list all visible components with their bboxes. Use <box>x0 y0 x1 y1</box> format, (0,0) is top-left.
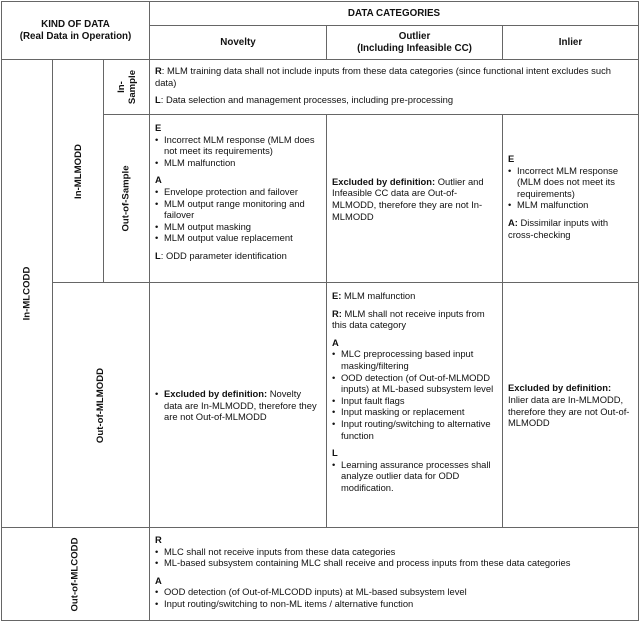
row-out-of-mlcodd <box>1 527 150 621</box>
out-mlcodd-content <box>149 527 639 621</box>
out-mlmodd-novelty-text: Novelty data are In-MLMODD, therefore they are not Out-of-MLMODD <box>164 388 317 423</box>
row-out-of-mlmodd-label: Out-of-MLMODD <box>95 367 107 443</box>
out-mlmodd-outlier-e-text: MLM malfunction <box>341 290 416 301</box>
in-sample-content <box>149 59 639 115</box>
in-sample-l-tag: L <box>155 94 161 106</box>
oos-inlier-e-tag: E <box>508 153 515 164</box>
out-mlcodd-a-tag: A <box>155 574 162 586</box>
novelty-header <box>149 25 327 60</box>
out-mlmodd-inlier-cell <box>502 282 639 528</box>
list-item: • Incorrect MLM response (MLM does not meet its requirements) <box>508 165 633 200</box>
row-in-mlcodd <box>1 59 53 528</box>
row-out-of-sample-label: Out-of-Sample <box>121 165 132 232</box>
list-item: • Input masking or replacement <box>332 406 497 418</box>
list-item: • MLM output range monitoring and failover <box>155 198 321 221</box>
kind-of-data-subtitle: (Real Data in Operation) <box>19 30 132 42</box>
novelty-label: Novelty <box>220 36 256 48</box>
out-mlmodd-novelty-cell <box>149 282 327 528</box>
out-mlmodd-inlier-bold: Excluded by definition: <box>508 382 612 394</box>
list-item: • MLM malfunction <box>155 157 321 169</box>
oos-inlier-cell <box>502 114 639 283</box>
in-sample-r-text: : MLM training data shall not include inputs from these data categories (since functional intent excludes such data) <box>155 65 611 88</box>
data-categories-title: DATA CATEGORIES <box>347 7 441 19</box>
in-sample-l-text: : Data selection and management processes, including pre-processing <box>160 94 454 106</box>
row-in-mlmodd <box>52 59 104 283</box>
out-mlmodd-outlier-e-tag: E: <box>332 290 342 301</box>
oos-outlier-text: Outlier and Infeasible CC data are Out-of-MLMODD, therefore they are not In-MLMODD <box>332 175 484 222</box>
out-mlmodd-outlier-cell <box>326 282 503 528</box>
list-item: • OOD detection (of Out-of-MLMODD inputs) at ML-based subsystem level <box>332 372 497 395</box>
inlier-label: Inlier <box>558 36 583 48</box>
list-item: • MLC shall not receive inputs from these data categories <box>155 546 633 558</box>
oos-inlier-a-text: Dissimilar inputs with cross-checking <box>508 216 609 240</box>
list-item: • MLM malfunction <box>508 199 633 211</box>
list-item: • Learning assurance processes shall analyze outlier data for ODD modification. <box>332 459 497 494</box>
oos-novelty-a-tag: A <box>155 174 162 186</box>
oos-novelty-l-text: : ODD parameter identification <box>160 249 287 261</box>
out-mlmodd-outlier-r-text: MLM shall not receive inputs from this data category <box>332 307 485 331</box>
list-item <box>155 388 321 423</box>
oos-novelty-l-tag: L <box>155 249 161 261</box>
outlier-header <box>326 25 503 60</box>
row-in-mlcodd-label: In-MLCODD <box>21 266 33 321</box>
row-out-of-mlcodd-label: Out-of-MLCODD <box>70 536 81 612</box>
list-item: • Envelope protection and failover <box>155 186 321 198</box>
out-mlmodd-novelty-bold: Excluded by definition: <box>164 388 268 400</box>
out-mlmodd-outlier-l-tag: L <box>332 447 338 459</box>
kind-of-data-title: KIND OF DATA <box>41 18 110 30</box>
list-item: • Input fault flags <box>332 395 497 407</box>
list-item: • Input routing/switching to non-ML items / alternative function <box>155 598 633 610</box>
row-in-mlmodd-label: In-MLMODD <box>72 143 84 199</box>
list-item: • Input routing/switching to alternative function <box>332 418 497 441</box>
list-item: • ML-based subsystem containing MLC shall receive and process inputs from these data categories <box>155 557 633 569</box>
inlier-header <box>502 25 639 60</box>
oos-novelty-cell <box>149 114 327 283</box>
list-item: • Incorrect MLM response (MLM does not meet its requirements) <box>155 134 321 157</box>
list-item: • MLM output masking <box>155 221 321 233</box>
row-out-of-mlmodd <box>52 282 150 528</box>
outlier-sublabel: (Including Infeasible CC) <box>357 42 472 54</box>
oos-inlier-a-tag: A: <box>508 216 518 228</box>
list-item: • MLC preprocessing based input masking/filtering <box>332 348 497 371</box>
kind-of-data-header <box>1 1 150 60</box>
out-mlcodd-r-tag: R <box>155 534 162 545</box>
oos-novelty-e-tag: E <box>155 122 162 133</box>
out-mlmodd-outlier-r-tag: R: <box>332 307 342 319</box>
row-in-sample <box>103 59 150 115</box>
oos-outlier-bold: Excluded by definition: <box>332 175 436 187</box>
list-item: • OOD detection (of Out-of-MLCODD inputs) at ML-based subsystem level <box>155 586 633 598</box>
row-out-of-sample <box>103 114 150 283</box>
out-mlmodd-inlier-text: Inlier data are In-MLMODD, therefore they are not Out-of-MLMODD <box>508 393 630 429</box>
list-item: • MLM output value replacement <box>155 232 321 244</box>
out-mlmodd-outlier-a-tag: A <box>332 336 339 348</box>
row-in-sample-label: In-Sample <box>115 69 138 105</box>
outlier-label: Outlier <box>398 30 431 42</box>
oos-outlier-cell <box>326 114 503 283</box>
data-categories-header <box>149 1 639 26</box>
in-sample-r-tag: R <box>155 65 162 76</box>
